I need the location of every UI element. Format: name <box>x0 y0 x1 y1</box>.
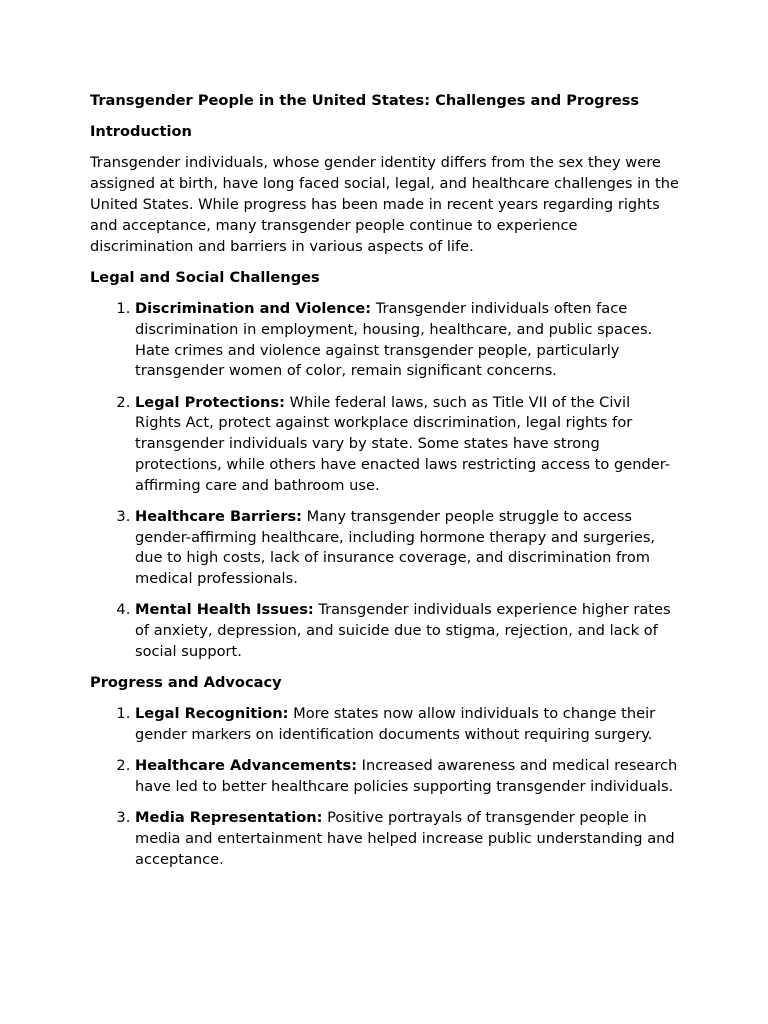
challenges-list <box>90 299 680 663</box>
list-item-text: Transgender individuals often face discrimination in employment, housing, healthcare, and public spaces. Hate crimes and violence against transgender people, particularly transgender women of color, remain significant concerns. <box>135 299 653 380</box>
list-item-term: Discrimination and Violence: <box>135 299 372 317</box>
introduction-heading: Introduction <box>90 123 192 141</box>
progress-heading: Progress and Advocacy <box>90 674 282 692</box>
introduction-paragraph: Transgender individuals, whose gender identity differs from the sex they were assigned at birth, have long faced social, legal, and healthcare challenges in the United States. While progress has been made in recent years regarding rights and acceptance, many transgender people continue to experience discrimination and barriers in various aspects of life. <box>90 154 679 255</box>
list-item <box>135 808 680 870</box>
list-item-term: Media Representation: <box>135 809 323 827</box>
list-item-text: Increased awareness and medical research have led to better healthcare policies supporting transgender individuals. <box>135 757 678 796</box>
challenges-heading: Legal and Social Challenges <box>90 268 320 286</box>
list-item-text: More states now allow individuals to change their gender markers on identification documents without requiring surgery. <box>135 705 656 744</box>
list-item <box>135 299 680 382</box>
list-item-text: Transgender individuals experience higher rates of anxiety, depression, and suicide due to stigma, rejection, and lack of social support. <box>135 601 671 661</box>
list-item <box>135 600 680 662</box>
document-page <box>90 91 680 881</box>
document-title: Transgender People in the United States: Challenges and Progress <box>90 92 640 109</box>
list-item-term: Legal Protections: <box>135 393 285 411</box>
list-item-text: Many transgender people struggle to access gender-affirming healthcare, including hormone therapy and surgeries, due to high costs, lack of insurance coverage, and discrimination from medical professionals. <box>135 507 656 588</box>
list-item <box>135 393 680 497</box>
list-item <box>135 756 680 798</box>
list-item <box>135 507 680 590</box>
list-item-term: Mental Health Issues: <box>135 601 314 619</box>
progress-list <box>90 704 680 870</box>
list-item-text: While federal laws, such as Title VII of the Civil Rights Act, protect against workplace discrimination, legal rights for transgender individuals vary by state. Some states have strong protections, while others have enacted laws restricting access to gender-affirming care and bathroom use. <box>135 393 671 494</box>
list-item-term: Healthcare Advancements: <box>135 757 358 775</box>
list-item-text: Positive portrayals of transgender people in media and entertainment have helped increase public understanding and acceptance. <box>135 809 675 868</box>
list-item-term: Legal Recognition: <box>135 705 289 723</box>
list-item <box>135 704 680 746</box>
list-item-term: Healthcare Barriers: <box>135 507 302 525</box>
